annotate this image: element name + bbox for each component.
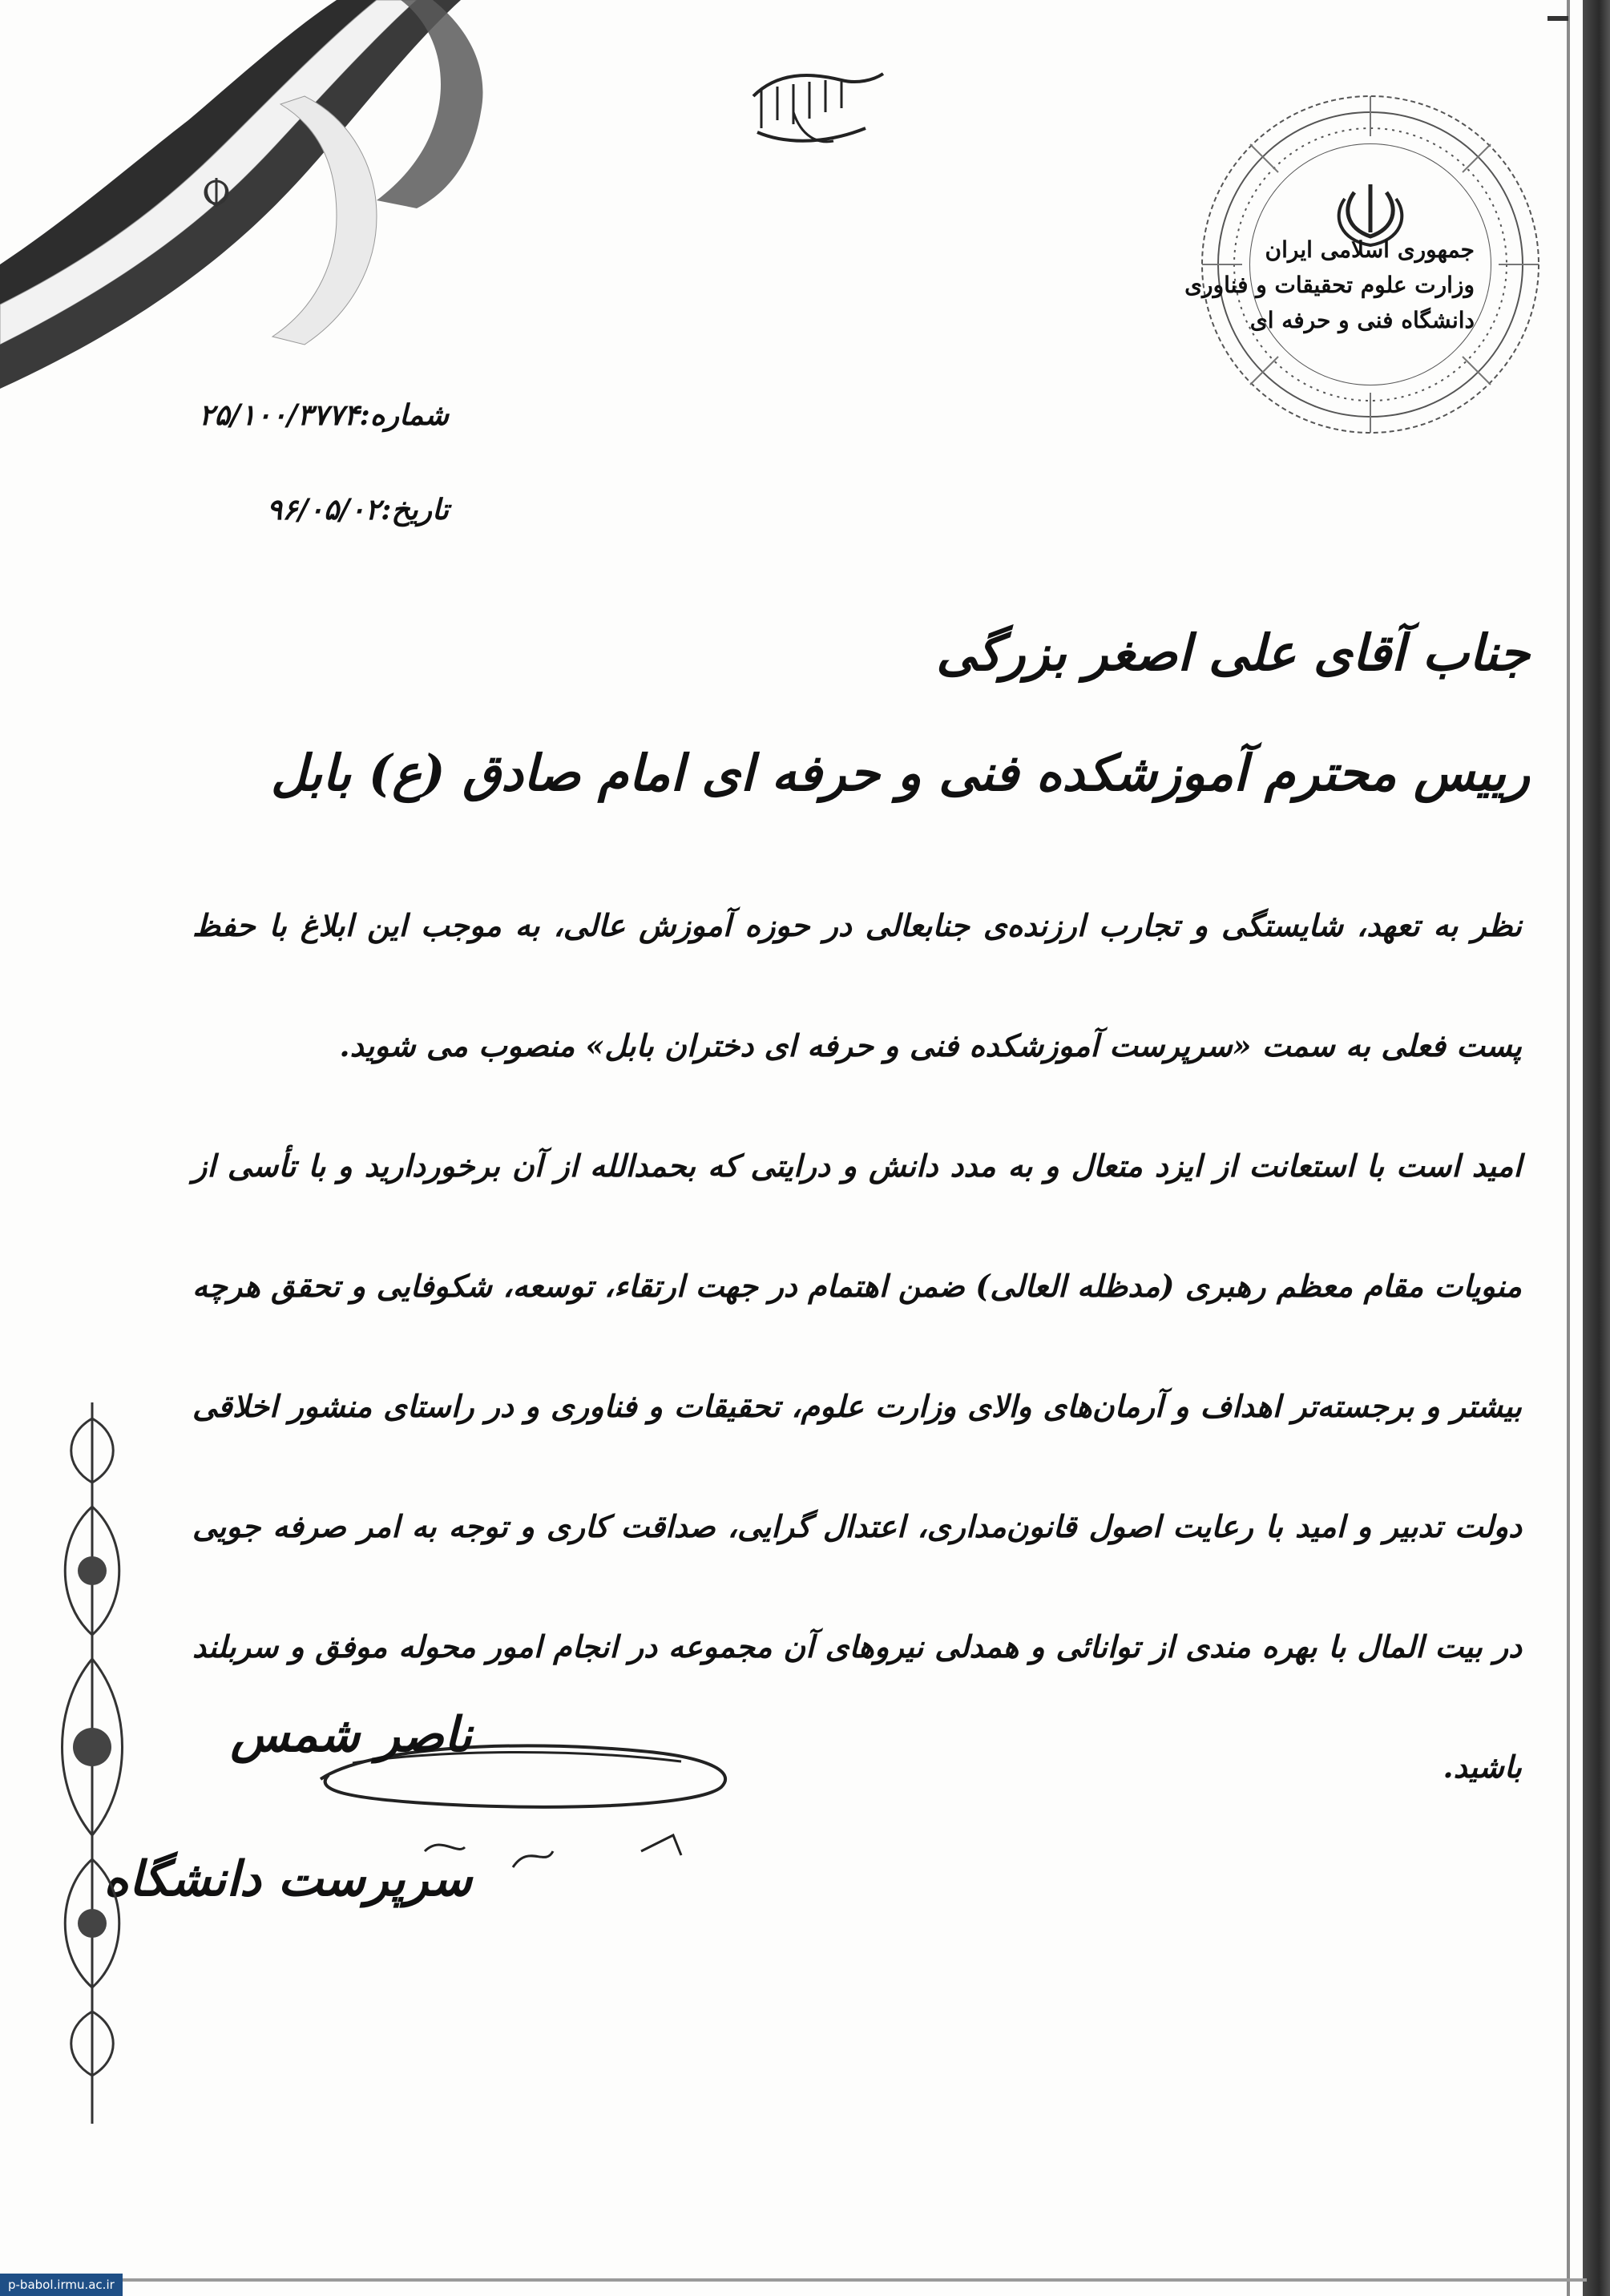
- body-paragraph-appointment: نظر به تعهد، شایستگی و تجارب ارزنده‌ی جنابعالی در حوزه آموزش عالی، به موجب این ابلاغ با حفظ پست فعلی به سمت «سرپرست آموزشکده فنی و حرفه ای دختران بابل» منصوب می شوید.: [192, 907, 1522, 1063]
- reference-block: [184, 391, 449, 534]
- seal-line-republic: جمهوری اسلامی ایران: [1265, 236, 1475, 263]
- signatory-name: ناصر شمس: [230, 1707, 472, 1763]
- decorative-ornament-icon: [48, 1402, 136, 2124]
- signatory-title: سرپرست دانشگاه: [103, 1851, 472, 1907]
- seal-text: [1184, 232, 1475, 338]
- addressee-block: [240, 593, 1530, 833]
- bismillah-calligraphy-icon: [745, 64, 890, 152]
- seal-line-ministry: وزارت علوم تحقیقات و فناوری: [1184, 272, 1475, 298]
- addressee-name: جناب آقای علی اصغر بزرگی: [936, 623, 1530, 682]
- addressee-position: رییس محترم آموزشکده فنی و حرفه ای امام صادق (ع) بابل: [270, 744, 1530, 802]
- source-watermark: p-babol.irmu.ac.ir: [0, 2274, 123, 2296]
- reference-number-row: [184, 391, 449, 439]
- reference-date-label: تاریخ:: [381, 493, 449, 527]
- bottom-frame-line: [0, 2278, 1587, 2282]
- reference-date-value: ۹۶/۰۵/۰۲: [266, 493, 381, 527]
- reference-number-label: شماره:: [359, 398, 449, 432]
- right-frame-strip: [1583, 0, 1610, 2296]
- body-paragraph-wishes: امید است با استعانت از ایزد متعال و به مدد دانش و درایتی که بحمدالله از آن برخوردارید و با تأسی از منویات مقام معظم رهبری (مدظله العالی) ضمن اهتمام در جهت ارتقاء، توسعه، شکوفایی و تحقق هرچه بیشتر و برجسته‌تر اهداف و آرمان‌های والای وزارت علوم، تحقیقات و فناوری و در راستای منشور اخلاقی دولت تدبیر و امید با رعایت اصول قانون‌مداری، اعتدال گرایی، صداقت کاری و توجه به امر صرفه جویی در بیت المال با بهره مندی از توانائی و همدلی نیروهای آن مجموعه در انجام امور محوله موفق و سربلند باشید.: [192, 1148, 1522, 1785]
- corner-mark: [1547, 16, 1568, 21]
- reference-date-row: [184, 486, 449, 534]
- letter-body: [192, 866, 1522, 1827]
- iran-flag-ribbon-icon: [0, 0, 513, 417]
- seal-line-university: دانشگاه فنی و حرفه ای: [1249, 307, 1475, 333]
- reference-number-value: ۲۵/۱۰۰/۳۷۷۴: [199, 398, 360, 432]
